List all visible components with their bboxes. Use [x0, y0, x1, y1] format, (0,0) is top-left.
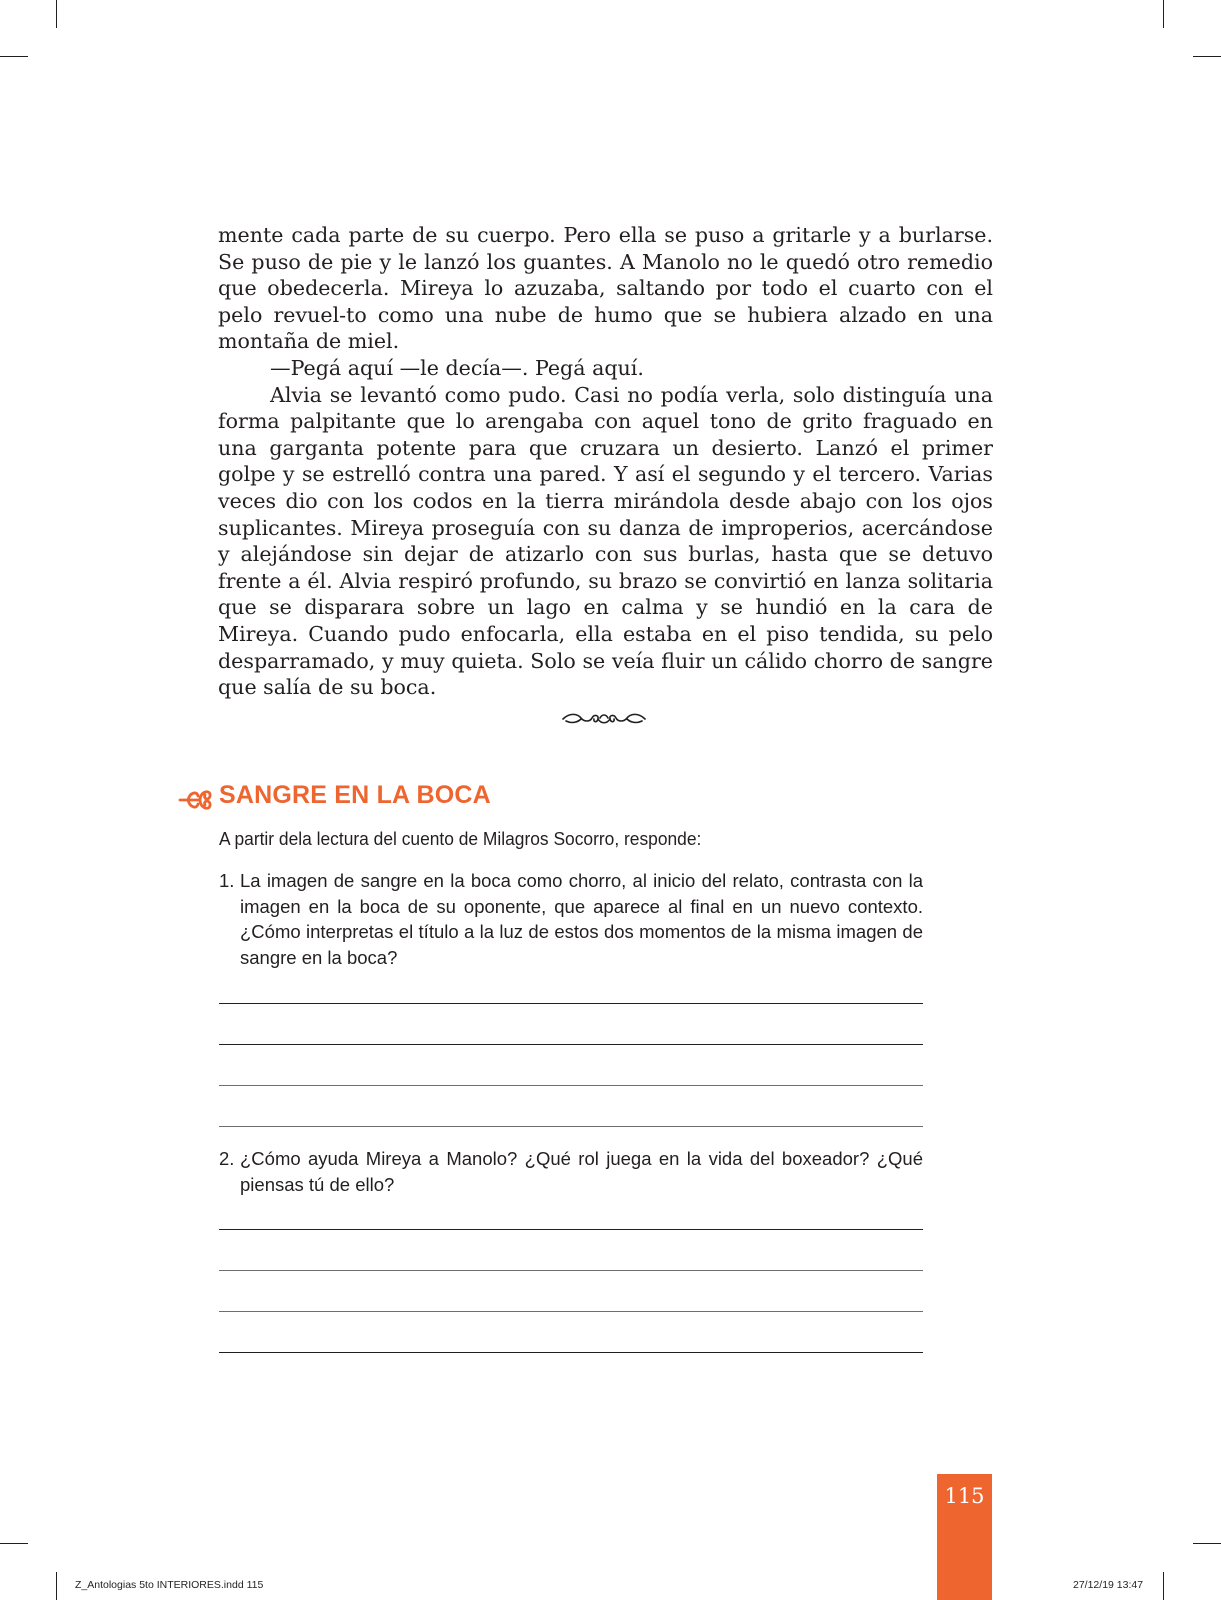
crop-mark [1163, 0, 1164, 28]
crop-mark [56, 1572, 57, 1600]
answer-line[interactable] [219, 1229, 923, 1230]
section-title: SANGRE EN LA BOCA [219, 781, 491, 809]
fleuron-icon [178, 783, 212, 817]
crop-mark [1163, 1572, 1164, 1600]
answer-line[interactable] [219, 1126, 923, 1127]
answer-line[interactable] [219, 1085, 923, 1086]
question-number: 2. [219, 1148, 235, 1169]
divider-ornament-icon [561, 709, 647, 729]
question-text: ¿Cómo ayuda Mireya a Manolo? ¿Qué rol juega en la vida del boxeador? ¿Qué piensas tú de ello? [240, 1148, 923, 1195]
question-number: 1. [219, 870, 235, 891]
question-text: La imagen de sangre en la boca como chorro, al inicio del relato, contrasta con la imagen en la boca de su oponente, que aparece al final en un nuevo contexto. ¿Cómo interpretas el título a la luz de estos dos momentos de la misma imagen de sangre en la boca? [240, 870, 923, 968]
crop-mark [0, 1543, 28, 1544]
crop-mark [1193, 1543, 1221, 1544]
answer-line[interactable] [219, 1044, 923, 1045]
page-number: 115 [944, 1484, 985, 1508]
answer-line[interactable] [219, 1270, 923, 1271]
crop-mark [56, 0, 57, 28]
answer-line[interactable] [219, 1352, 923, 1353]
activity-prompt: A partir dela lectura del cuento de Milagros Socorro, responde: [219, 828, 702, 849]
story-paragraph: mente cada parte de su cuerpo. Pero ella se puso a gritarle y a burlarse. Se puso de pie y le lanzó los guantes. A Manolo no le quedó otro remedio que obedecerla. Mireya lo azuzaba, saltando por todo el cuarto con el pelo revuel-to como una nube de humo que se hubiera alzado en una montaña de miel. [218, 223, 993, 354]
story-text [218, 222, 993, 701]
question-1 [219, 868, 923, 970]
question-2 [219, 1146, 923, 1197]
crop-mark [1193, 56, 1221, 57]
story-paragraph: Alvia se levantó como pudo. Casi no podía verla, solo distinguía una forma palpitante que lo arengaba con aquel tono de grito fraguado en una garganta potente para que cruzara un desierto. Lanzó el primer golpe y se estrelló contra una pared. Y así el segundo y el tercero. Varias veces dio con los codos en la tierra mirándola desde abajo con los ojos suplicantes. Mireya proseguía con su danza de improperios, acercándose y alejándose sin dejar de atizarlo con sus burlas, hasta que se detuvo frente a él. Alvia respiró profundo, su brazo se convirtió en lanza solitaria que se disparara sobre un lago en calma y se hundió en la cara de Mireya. Cuando pudo enfocarla, ella estaba en el piso tendida, su pelo desparramado, y muy quieta. Solo se veía fluir un cálido chorro de sangre que salía de su boca. [218, 382, 993, 700]
print-slug-filename: Z_Antologias 5to INTERIORES.indd 115 [75, 1579, 264, 1591]
answer-line[interactable] [219, 1003, 923, 1004]
answer-line[interactable] [219, 1311, 923, 1312]
page-number-tab [937, 1474, 992, 1600]
crop-mark [0, 56, 28, 57]
print-slug-timestamp: 27/12/19 13:47 [1073, 1579, 1144, 1591]
story-paragraph: —Pegá aquí —le decía—. Pegá aquí. [270, 355, 644, 380]
